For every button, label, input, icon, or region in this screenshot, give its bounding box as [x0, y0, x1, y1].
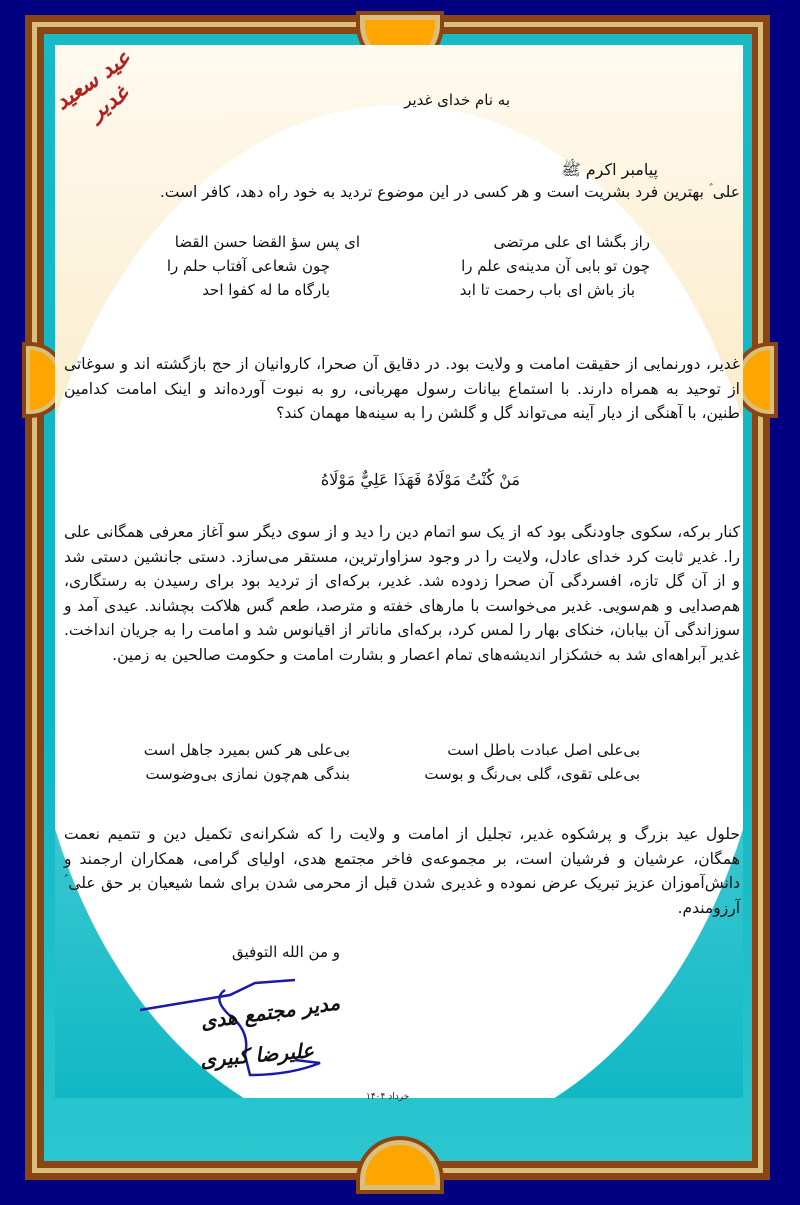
poem-2-verse-1-left: بی‌علی هر کس بمیرد جاهل است: [143, 741, 350, 759]
calligraphy-text: عید سعید غدیر: [50, 44, 136, 126]
poem-1-verse-1-right: راز بگشا ای علی مرتضی: [493, 233, 650, 251]
hadith-text: علی ؑ بهترین فرد بشریت است و هر کسی در این موضوع تردید به خود راه دهد، کافر است.: [159, 183, 740, 201]
arabic-hadith-quote: مَنْ كُنْتُ مَوْلَاهُ فَهَذَا عَلِيٌّ مَوْلَاهُ: [320, 470, 520, 489]
signature-title: مدیر مجتمع هدی: [199, 990, 342, 1034]
poem-2-verse-2-right: بی‌علی تقوی، گلی بی‌رنگ و بوست: [424, 765, 640, 783]
letter-date: خرداد ۱۴۰۴: [366, 1092, 410, 1102]
signature-name: علیرضا کبیری: [199, 1038, 315, 1072]
poem-1-verse-3-right: باز باش ای باب رحمت تا ابد: [459, 281, 635, 299]
poem-2-verse-1-right: بی‌علی اصل عبادت باطل است: [447, 741, 640, 759]
closing-phrase: و من الله التوفیق: [232, 943, 340, 961]
paragraph-congratulations: حلول عید بزرگ و پرشکوه غدیر، تجلیل از امامت و ولایت را که شکرانه‌ی تکمیل دین و تتمیم نعمت همگان، عرشیان و فرشیان است، بر مجموعه‌ی فاخر مجتمع هدی، اولیای گرامی، همکاران ارجمند و دانش‌آموزان عزیز تبریک عرض نموده و غدیری شدن قبل از محرمی شدن برای شما شیعیان بر حق علی ؑ آرزومندم.: [64, 825, 740, 917]
page-title: به نام خدای غدیر: [404, 91, 510, 109]
signature-block: [130, 975, 350, 1085]
hadith-attribution: پیامبر اکرم ﷺ: [561, 160, 658, 179]
paragraph-pond: کنار برکه، سکوی جاودنگی بود که از یک سو اتمام دین را دید و از سوی دیگر سو آغاز معرفی همگانی علی را. غدیر ثابت کرد خدای عادل، ولایت را در وجود سزاوارترین، مستقر می‌سازد. دستی جانشین دستی شد و از آن گل تازه، افسردگی آن صحرا زدوده شد. غدیر، برکه‌ای از تردید بود برای رسیدن به رستگاری، هم‌صدایی و هم‌سویی. غدیر می‌خواست با مارهای خفته و مترصد، طعم گس هلاکت بچشاند. عیدی آمد و سوزاندگی آن بیابان، خنکای بهار را لمس کرد، برکه‌ای ماناتر از اقیانوس شد و امامت را به جریان انداخت. غدیر آبراهه‌ای شد به خشکزار اندیشه‌های تمام اعصار و بشارت امامت و حکومت صالحین به زمین.: [64, 523, 740, 664]
poem-1-verse-2-left: چون شعاعی آفتاب حلم را: [166, 257, 330, 275]
paragraph-ghadir-vision: غدیر، دورنمایی از حقیقت امامت و ولایت بود. در دقایق آن صحرا، کاروانیان از حج بازگشته اند و سوغاتی از توحید به همراه دارند. با استماع بیانات رسول مهربانی، رو به نبوت آورده‌اند و اینک امامت کدامین طنین، با آهنگی از دیار آینه می‌تواند گل و گلشن را به سینه‌ها مهمان کند؟: [64, 355, 740, 422]
poem-1-verse-2-right: چون تو بابی آن مدینه‌ی علم را: [461, 257, 650, 275]
poem-2-verse-2-left: بندگی هم‌چون نمازی بی‌وضوست: [145, 765, 350, 783]
poem-1-verse-1-left: ای پس سؤ القضا حسن القضا: [174, 233, 360, 251]
poem-1-verse-3-left: بارگاه ما له کفوا احد: [202, 281, 330, 299]
